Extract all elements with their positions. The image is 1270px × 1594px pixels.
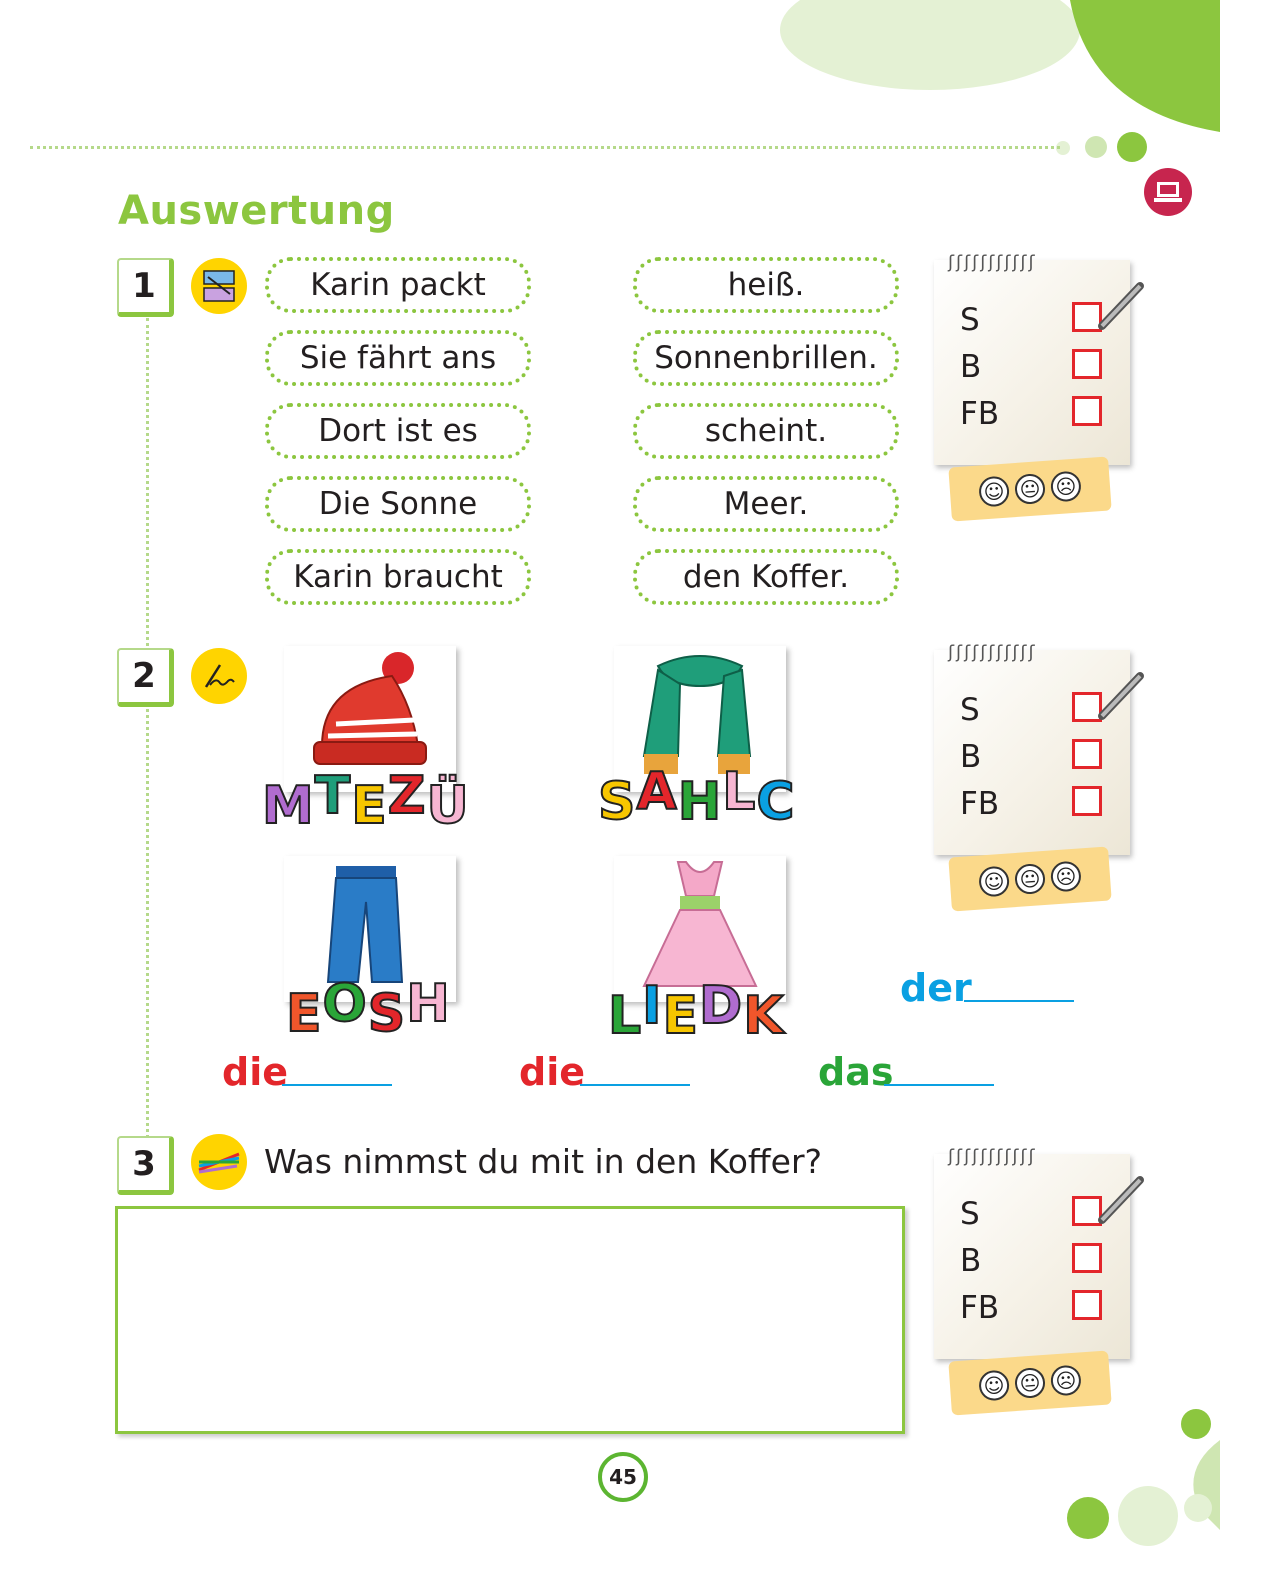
scrambled-word: LIEDK [608,976,785,1046]
right-phrase[interactable]: heiß. [633,257,899,313]
match-icon [191,258,247,314]
scrambled-word-jeans [286,974,451,1044]
scrambled-word-scarf [598,762,796,832]
left-phrase[interactable]: Die Sonne [265,476,531,532]
left-phrase[interactable]: Karin packt [265,257,531,313]
scrambled-word-hat [262,766,470,836]
happy-face-icon[interactable]: ☺ [978,866,1010,898]
scrambled-word-dress [608,976,785,1046]
exercise-3-number: 3 [117,1136,174,1195]
checkbox-fb[interactable] [1072,786,1102,816]
self-assessment-pad [934,642,1130,855]
label-b: B [960,739,982,775]
checkbox-b[interactable] [1072,739,1102,769]
scrambled-word: EOSH [286,974,451,1044]
smiley-note [948,846,1111,911]
spiral-binding: ʃʃʃʃʃʃʃʃʃʃʃ [948,252,1037,273]
checkbox-b[interactable] [1072,349,1102,379]
header-dotted-line [30,146,1060,149]
write-icon [191,648,247,704]
label-b: B [960,1243,982,1279]
left-phrase[interactable]: Karin braucht [265,549,531,605]
sad-face-icon[interactable]: ☹ [1050,1364,1082,1396]
right-phrase[interactable]: den Koffer. [633,549,899,605]
right-phrase[interactable]: Meer. [633,476,899,532]
pen-icon [1096,1174,1146,1226]
scrambled-word: SAHLC [598,762,796,832]
answer-blank[interactable] [580,1084,690,1086]
right-phrase[interactable]: Sonnenbrillen. [633,330,899,386]
pencils-icon [191,1134,247,1190]
right-phrase[interactable]: scheint. [633,403,899,459]
checkbox-fb[interactable] [1072,396,1102,426]
checkbox-b[interactable] [1072,1243,1102,1273]
laptop-icon [1144,168,1192,216]
neutral-face-icon[interactable]: 😐 [1014,1367,1046,1399]
neutral-face-icon[interactable]: 😐 [1014,863,1046,895]
article-das: das [818,1050,894,1094]
exercise-1-number: 1 [117,258,174,317]
smiley-note [948,1350,1111,1415]
exercise-2-number: 2 [117,648,174,707]
happy-face-icon[interactable]: ☺ [978,1370,1010,1402]
hat-icon [284,646,456,792]
article-die-1: die [222,1050,288,1094]
neutral-face-icon[interactable]: 😐 [1014,473,1046,505]
label-b: B [960,349,982,385]
label-fb: FB [960,786,1000,822]
answer-blank[interactable] [282,1084,392,1086]
answer-blank[interactable] [884,1084,994,1086]
self-assessment-pad [934,252,1130,465]
spiral-binding: ʃʃʃʃʃʃʃʃʃʃʃ [948,1146,1037,1167]
sad-face-icon[interactable]: ☹ [1050,470,1082,502]
label-fb: FB [960,1290,1000,1326]
label-s: S [960,692,980,728]
page-title: Auswertung [118,188,395,234]
happy-face-icon[interactable]: ☺ [978,476,1010,508]
label-fb: FB [960,396,1000,432]
pen-icon [1096,280,1146,332]
label-s: S [960,1196,980,1232]
smiley-note [948,456,1111,521]
article-die-2: die [519,1050,585,1094]
page-number: 45 [598,1452,648,1502]
scrambled-word: MTEZÜ [262,766,470,836]
exercise-connector-line [146,318,149,1138]
hat-picture [284,646,456,792]
label-s: S [960,302,980,338]
spiral-binding: ʃʃʃʃʃʃʃʃʃʃʃ [948,642,1037,663]
answer-blank[interactable] [964,1000,1074,1002]
answer-textbox[interactable] [115,1206,905,1434]
pen-icon [1096,670,1146,722]
article-der: der [900,966,972,1010]
sad-face-icon[interactable]: ☹ [1050,860,1082,892]
left-phrase[interactable]: Sie fährt ans [265,330,531,386]
left-phrase[interactable]: Dort ist es [265,403,531,459]
exercise-3-question: Was nimmst du mit in den Koffer? [264,1142,823,1181]
checkbox-fb[interactable] [1072,1290,1102,1320]
self-assessment-pad [934,1146,1130,1359]
